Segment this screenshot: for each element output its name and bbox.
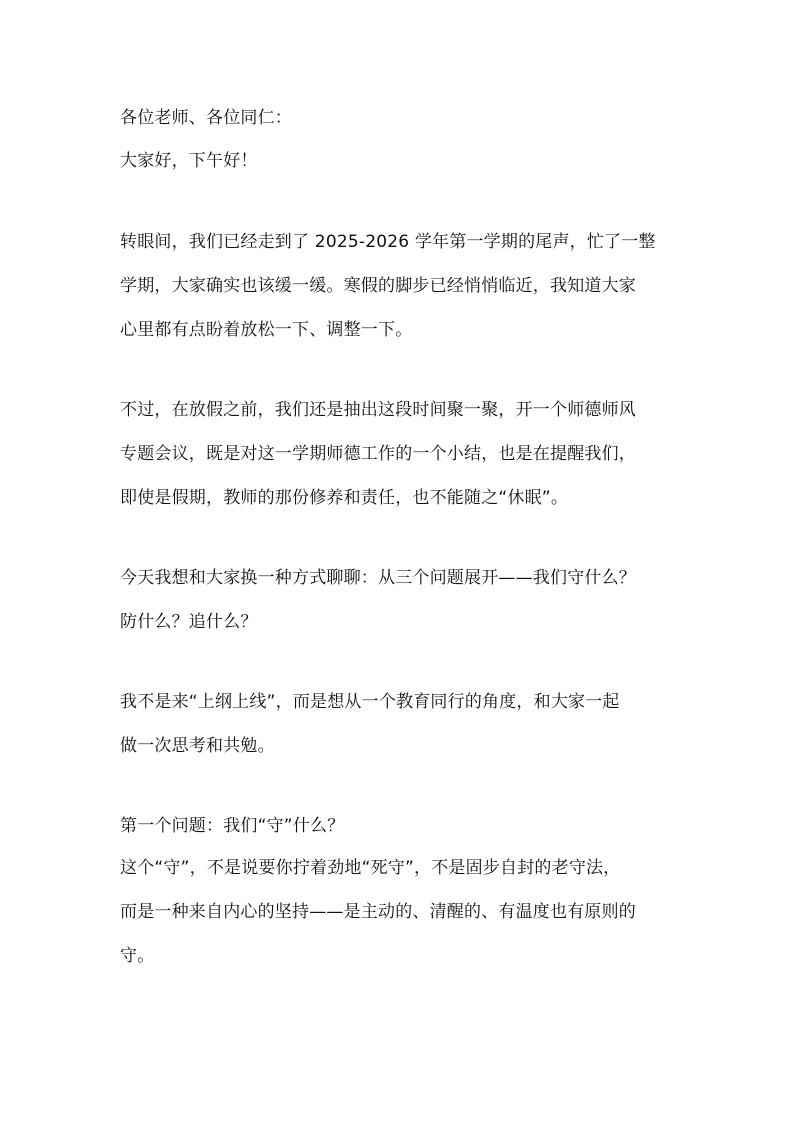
paragraph-3-line-2: 防什么？追什么？ bbox=[120, 612, 258, 632]
paragraph-1-line-2: 学期，大家确实也该缓一缓。寒假的脚步已经悄悄临近，我知道大家 bbox=[120, 276, 636, 296]
paragraph-3-line-1: 今天我想和大家换一种方式聊聊：从三个问题展开——我们守什么？ bbox=[120, 568, 636, 588]
greeting-line: 各位老师、各位同仁： bbox=[120, 108, 292, 128]
paragraph-5-line-3: 守。 bbox=[120, 946, 155, 966]
paragraph-1-line-1: 转眼间，我们已经走到了 2025-2026 学年第一学期的尾声，忙了一整 bbox=[120, 232, 656, 252]
paragraph-4-line-1: 我不是来“上纲上线”，而是想从一个教育同行的角度，和大家一起 bbox=[120, 692, 620, 712]
paragraph-2-line-1: 不过，在放假之前，我们还是抽出这段时间聚一聚，开一个师德师风 bbox=[120, 400, 636, 420]
paragraph-1-line-3: 心里都有点盼着放松一下、调整一下。 bbox=[120, 320, 413, 340]
hello-line: 大家好，下午好！ bbox=[120, 151, 258, 171]
question-1-heading: 第一个问题：我们“守”什么？ bbox=[120, 816, 345, 836]
paragraph-2-line-3: 即使是假期，教师的那份修养和责任，也不能随之“休眠”。 bbox=[120, 488, 569, 508]
paragraph-4-line-2: 做一次思考和共勉。 bbox=[120, 736, 275, 756]
paragraph-5-line-1: 这个“守”，不是说要你拧着劲地“死守”，不是固步自封的老守法， bbox=[120, 858, 621, 878]
paragraph-5-line-2: 而是一种来自内心的坚持——是主动的、清醒的、有温度也有原则的 bbox=[120, 902, 636, 922]
paragraph-2-line-2: 专题会议，既是对这一学期师德工作的一个小结，也是在提醒我们， bbox=[120, 444, 636, 464]
